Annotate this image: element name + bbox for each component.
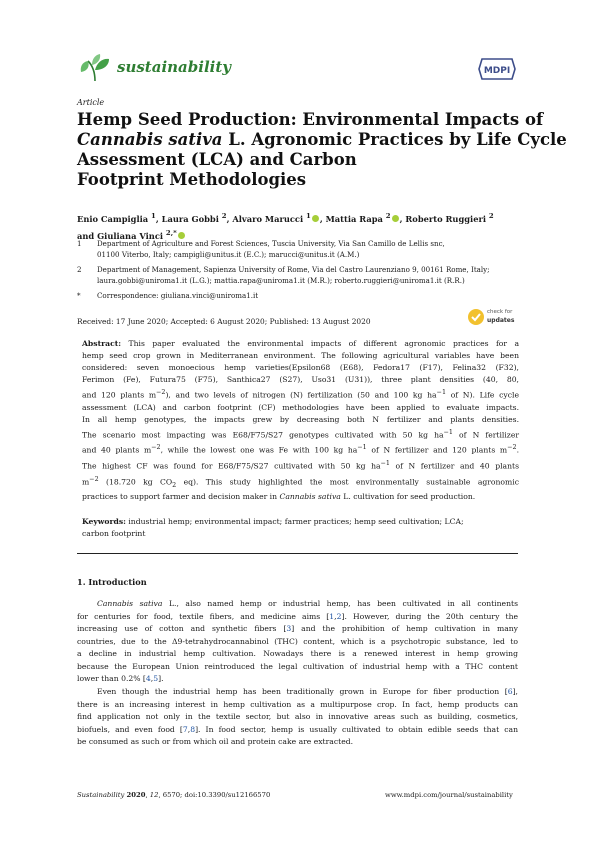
abstract: Abstract: This paper evaluated the environmental impacts of different agronomic practices for a hemp seed crop grown in Mediterranean environment. The following agricultural variables have been considered: seven monoecious hemp varieties(Epsilon68 (E68), Fedora17 (F17), Felina32 (F32), Ferimon (Fe), Futura75 (F75), Santhica27 (S27), Uso31 (U31)), three plant densities (40, 80, and 120 plants $m^{-2}$), and two levels of nitrogen (N) fertilization (50 and 100 kg $ha^{-1}$ of N). Life cycle assessment (LCA) and carbon footprint (CF) methodologies have been applied to evaluate impacts. In all hemp genotypes, the impacts grew by decreasing both N fertilizer and plants densities. The scenario most impacting was E68/F75/S27 genotypes cultivated with 50 kg $ha^{-1}$ of N fertilizer and 40 plants $m^{-2}$, while the lowest one was Fe with 100 kg $ha^{-1}$ of N fertilizer and 120 plants $m^{-2}$. The highest CF was found for E68/F75/S27 cultivated with 50 kg $ha^{-1}$ of N fertilizer and 40 plants $m^{-2}$ (18.720 kg $CO_2$ eq). This study highlighted the most environmentally sustainable agronomic practices to support farmer and decision maker in Cannabis sativa L. cultivation for seed production. (82, 339, 520, 501)
abstract-label: Abstract: (82, 339, 122, 348)
title-line2-rest: L. Agronomic Practices by Life Cycle (222, 130, 567, 149)
orcid-icon[interactable] (312, 215, 319, 222)
mdpi-logo-icon (478, 58, 516, 78)
divider (77, 553, 518, 554)
orcid-icon[interactable] (178, 232, 185, 239)
publisher-name: MDPI (483, 66, 511, 76)
paragraph-1: Cannabis sativa L., also named hemp or industrial hemp, has been cultivated in all continents for centuries for food, textile fibers, and medicine aims [1,2]. However, during the 20th century the increasing use of cotton and synthetic fibers [3] and the prohibition of hemp cultivation in many countries, due to the Δ9-tetrahydrocannabinol (THC) content, which is a psychotropic substance, led to a decline in industrial hemp cultivation. Nowadays there is a renewed interest in hemp growing because the European Union reintroduced the legal cultivation of industrial hemp with a THC content lower than 0.2% [4,5]. (77, 599, 519, 684)
title-italic-species: Cannabis sativa (77, 130, 223, 149)
publication-dates: Received: 17 June 2020; Accepted: 6 August 2020; Published: 13 August 2020 (77, 317, 371, 326)
paragraph-2: Even though the industrial hemp has been traditionally grown in Europe for fiber production [6], there is an increasing interest in hemp cultivation as a multipurpose crop. In fact, hemp products can find application not only in the textile sector, but also in innovative areas such as building, cosmetics, biofuels, and even food [7,8]. In food sector, hemp is usually cultivated to obtain edible seeds that can be consumed as such or from which oil and protein cake are extracted. (77, 687, 519, 747)
author-name: Enio Campiglia (77, 213, 152, 224)
article-title: Hemp Seed Production: Environmental Impacts of Cannabis sativa L. Agronomic Practices by Life Cycle Assessment (LCA) and Carbon Footprint Methodologies (77, 110, 567, 189)
citation-link[interactable]: 3 (286, 624, 292, 634)
citation-link[interactable]: 4 (145, 674, 151, 684)
orcid-icon[interactable] (392, 215, 399, 222)
article-type: Article (77, 98, 105, 107)
check-for-updates-button[interactable]: check for updates (467, 307, 523, 327)
citation-link[interactable]: 7 (182, 724, 188, 734)
citation-link[interactable]: 1 (329, 611, 335, 621)
citation-link[interactable]: 8 (190, 724, 196, 734)
author-list: Enio Campiglia $^1$, Laura Gobbi $^2$, Alvaro Marucci $^1$ , Mattia Rapa $^2$ , Roberto Ruggieri $^2$ and Giuliana Vinci $^{2,*}$ (77, 212, 494, 241)
section-heading: 1. Introduction (77, 577, 147, 587)
citation-link[interactable]: 5 (153, 674, 159, 684)
footer-url[interactable]: www.mdpi.com/journal/sustainability (385, 791, 513, 799)
abstract-line-superscripts: and 120 plants $m^{-2}$), and two levels of nitrogen (N) fertilization (50 and 100 kg $ha^{-1}$ of N). Life cycle (82, 388, 519, 400)
footer-citation: Sustainability 2020, 12, 6570; doi:10.3390/su12166570 (77, 791, 271, 799)
keywords: Keywords: industrial hemp; environmental impact; farmer practices; hemp seed cultivation; LCA; carbon footprint (82, 517, 464, 539)
journal-name: sustainability (117, 58, 231, 76)
citation-link[interactable]: 2 (336, 611, 342, 621)
journal-logo-icon (78, 52, 112, 82)
keywords-label: Keywords: (82, 517, 126, 526)
citation-link[interactable]: 6 (507, 687, 513, 696)
check-updates-icon (467, 308, 485, 326)
